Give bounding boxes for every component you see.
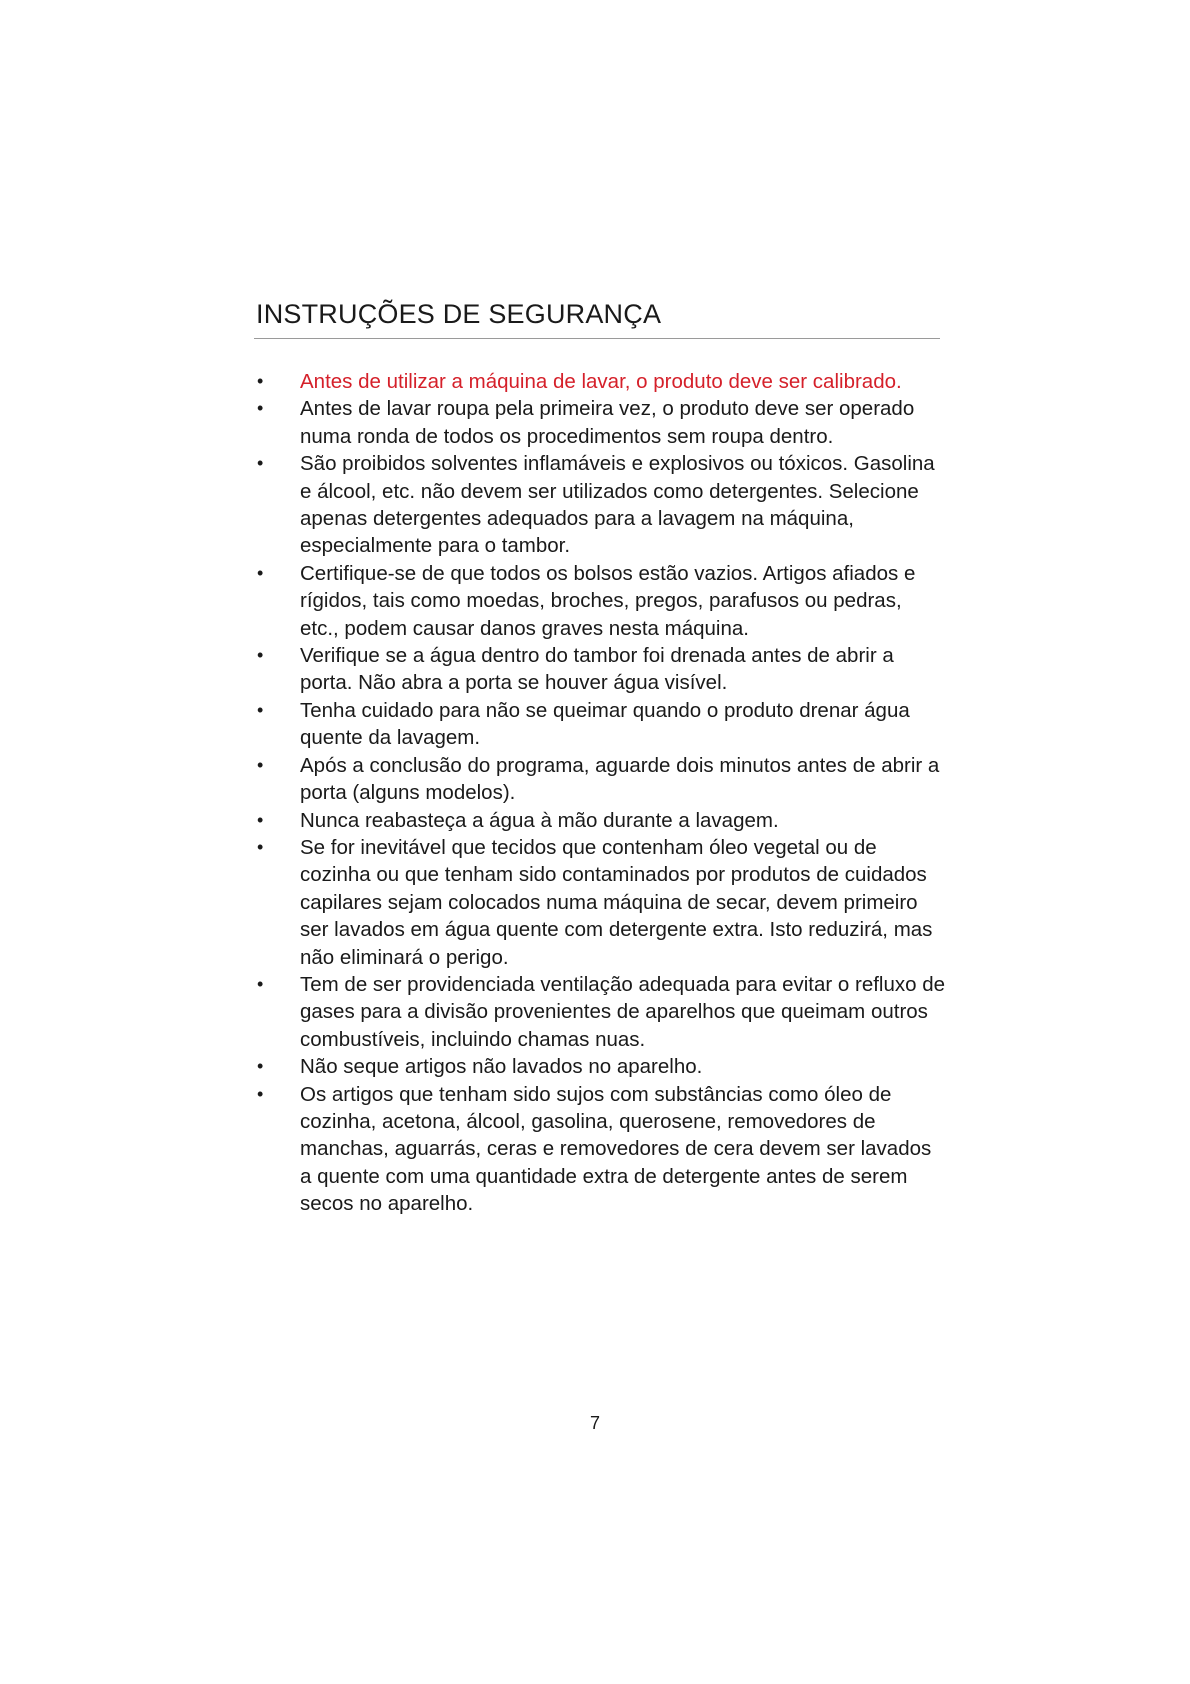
- list-item: [256, 752, 946, 807]
- list-item: [256, 368, 946, 395]
- list-item-text: São proibidos solventes inflamáveis e explosivos ou tóxicos. Gasolina e álcool, etc. não devem ser utilizados como detergentes. Selecione apenas detergentes adequados para a lavagem na máquina, especialmente para o tambor.: [300, 452, 935, 558]
- bullet-icon: •: [257, 562, 264, 583]
- bullet-icon: •: [257, 1083, 264, 1104]
- list-item-text: Os artigos que tenham sido sujos com substâncias como óleo de cozinha, acetona, álcool, gasolina, querosene, removedores de manchas, aguarrás, ceras e removedores de cera devem ser lavados a quente com uma quantidade extra de detergente antes de serem secos no aparelho.: [300, 1082, 932, 1216]
- section-heading: INSTRUÇÕES DE SEGURANÇA: [256, 299, 662, 329]
- list-item-text: Após a conclusão do programa, aguarde dois minutos antes de abrir a porta (alguns modelos).: [300, 753, 940, 805]
- bullet-icon: •: [257, 1056, 264, 1077]
- list-item-text: Verifique se a água dentro do tambor foi drenada antes de abrir a porta. Não abra a porta se houver água visível.: [300, 644, 894, 695]
- list-item-text: Antes de lavar roupa pela primeira vez, o produto deve ser operado numa ronda de todos os procedimentos sem roupa dentro.: [300, 397, 915, 448]
- list-item: [256, 395, 946, 450]
- heading-divider: [254, 338, 940, 339]
- list-item: [256, 807, 946, 834]
- list-item: [256, 1053, 946, 1080]
- safety-instructions-list: [256, 368, 946, 1218]
- list-item-text: Não seque artigos não lavados no aparelho.: [300, 1055, 703, 1079]
- list-item-text: Antes de utilizar a máquina de lavar, o produto deve ser calibrado.: [300, 370, 902, 393]
- list-item: [256, 834, 946, 971]
- bullet-icon: •: [257, 453, 264, 474]
- bullet-icon: •: [257, 398, 264, 419]
- list-item-text: Nunca reabasteça a água à mão durante a lavagem.: [300, 808, 779, 832]
- bullet-icon: •: [257, 371, 264, 391]
- bullet-icon: •: [257, 754, 264, 775]
- list-item-text: Certifique-se de que todos os bolsos estão vazios. Artigos afiados e rígidos, tais como moedas, broches, pregos, parafusos ou pedras, etc., podem causar danos graves nesta máquina.: [300, 561, 916, 640]
- bullet-icon: •: [257, 973, 264, 994]
- bullet-icon: •: [257, 699, 264, 720]
- bullet-icon: •: [257, 809, 264, 830]
- list-item: [256, 971, 946, 1053]
- list-item: [256, 560, 946, 642]
- bullet-icon: •: [257, 836, 264, 857]
- list-item: [256, 642, 946, 697]
- list-item-text: Tem de ser providenciada ventilação adequada para evitar o refluxo de gases para a divisão provenientes de aparelhos que queimam outros combustíveis, incluindo chamas nuas.: [300, 972, 946, 1051]
- list-item: [256, 697, 946, 752]
- list-item-text: Tenha cuidado para não se queimar quando o produto drenar água quente da lavagem.: [300, 698, 910, 750]
- list-item: [256, 1081, 946, 1218]
- bullet-icon: •: [257, 645, 264, 666]
- list-item-text: Se for inevitável que tecidos que contenham óleo vegetal ou de cozinha ou que tenham sido contaminados por produtos de cuidados capilares sejam colocados numa máquina de secar, devem primeiro ser lavados em água quente com detergente extra. Isto reduzirá, mas não eliminará o perigo.: [300, 835, 933, 969]
- page-number: 7: [589, 1413, 600, 1433]
- list-item: [256, 450, 946, 560]
